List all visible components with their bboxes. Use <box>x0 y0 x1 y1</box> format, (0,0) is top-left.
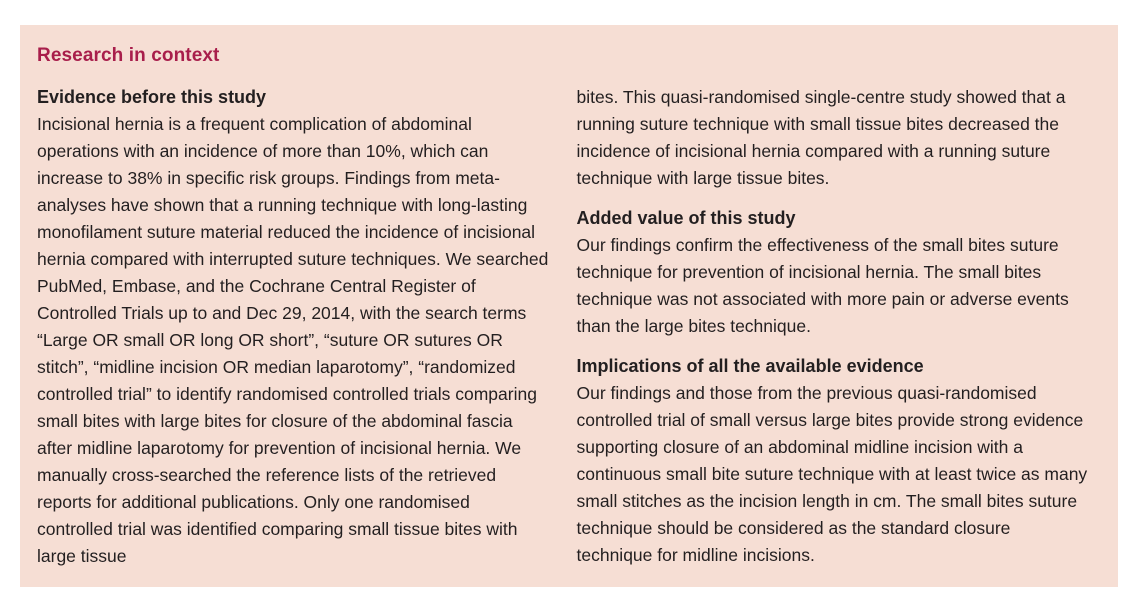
section-heading-implications: Implications of all the available evidence <box>576 356 924 376</box>
section-heading-evidence: Evidence before this study <box>37 87 267 107</box>
panel-title: Research in context <box>37 45 220 66</box>
column-left <box>37 84 551 570</box>
column-right <box>577 84 1091 570</box>
research-in-context-panel <box>20 25 1118 587</box>
paragraph-implications: Our findings and those from the previous quasi-randomised controlled trial of small versus large bites provide strong evidence supporting closure of an abdominal midline incision with a continuous small bite suture technique with at least twice as many small stitches as the incision length in cm. The small bites suture technique should be considered as the standard closure technique for midline incisions. <box>576 383 1088 565</box>
section-heading-added-value: Added value of this study <box>576 208 796 228</box>
two-column-layout <box>37 84 1090 570</box>
paragraph-evidence-continuation: bites. This quasi-randomised single-centre study showed that a running suture technique with small tissue bites decreased the incidence of incisional hernia compared with a running suture technique with large tissue bites. <box>576 87 1066 188</box>
paragraph-added-value: Our findings confirm the effectiveness of the small bites suture technique for prevention of incisional hernia. The small bites technique was not associated with more pain or adverse events than the large bites technique. <box>576 235 1069 336</box>
paragraph-evidence: Incisional hernia is a frequent complication of abdominal operations with an incidence of more than 10%, which can increase to 38% in specific risk groups. Findings from meta-analyses have shown that a running technique with long-lasting monofilament suture material reduced the incidence of incisional hernia compared with interrupted suture techniques. We searched PubMed, Embase, and the Cochrane Central Register of Controlled Trials up to and Dec 29, 2014, with the search terms “Large OR small OR long OR short”, “suture OR sutures OR stitch”, “midline incision OR median laparotomy”, “randomized controlled trial” to identify randomised controlled trials comparing small bites with large bites for closure of the abdominal fascia after midline laparotomy for prevention of incisional hernia. We manually cross-searched the reference lists of the retrieved reports for additional publications. Only one randomised controlled trial was identified comparing small tissue bites with large tissue <box>37 114 549 566</box>
